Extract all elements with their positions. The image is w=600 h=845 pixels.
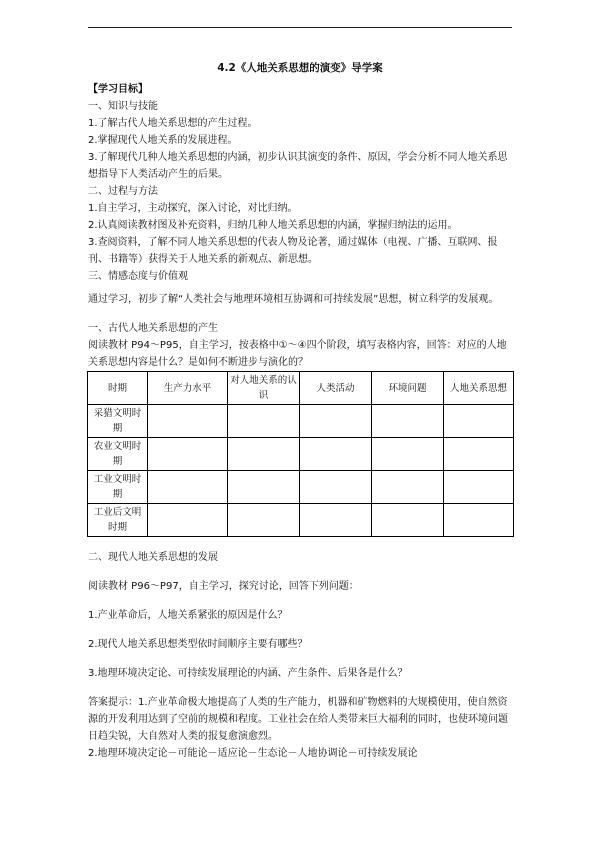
objective-item: 3.了解现代几种人地关系思想的内涵，初步认识其演变的条件、原因，学会分析不同人地关系思想指导下人类活动产生的后果。 — [88, 152, 508, 180]
answer-hint: 2.地理环境决定论－可能论－适应论－生态论－人地协调论－可持续发展论 — [88, 748, 418, 759]
period-cell: 采猎文明时期 — [88, 405, 148, 438]
question-item: 1.产业革命后，人地关系紧张的原因是什么？ — [88, 610, 288, 621]
blank-cell[interactable] — [372, 471, 444, 504]
blank-cell[interactable] — [148, 438, 228, 471]
blank-cell[interactable] — [444, 471, 514, 504]
blank-cell[interactable] — [372, 504, 444, 537]
table-header-cell: 人类活动 — [300, 372, 372, 405]
objective-item: 1.自主学习，主动探究，深入讨论，对比归纳。 — [88, 203, 298, 214]
blank-cell[interactable] — [300, 438, 372, 471]
blank-cell[interactable] — [148, 471, 228, 504]
blank-cell[interactable] — [148, 405, 228, 438]
document-title: 4.2《人地关系思想的演变》导学案 — [217, 62, 383, 74]
part2-instruction: 阅读教材 P96～P97，自主学习，探究讨论，回答下列问题： — [88, 581, 359, 592]
period-cell: 工业后文明时期 — [88, 504, 148, 537]
table-header-row — [88, 372, 514, 405]
objective-item: 2.掌握现代人地关系的发展进程。 — [88, 135, 238, 146]
blank-cell[interactable] — [228, 471, 300, 504]
stages-table — [87, 371, 514, 537]
part1-heading: 一、古代人地关系思想的产生 — [88, 323, 218, 334]
blank-cell[interactable] — [444, 405, 514, 438]
question-item: 3.地理环境决定论、可持续发展理论的内涵、产生条件、后果各是什么？ — [88, 668, 408, 679]
objectives-header: 【学习目标】 — [88, 84, 148, 95]
objective-item: 2.认真阅读教材图及补充资料，归纳几种人地关系思想的内涵，掌握归纳法的运用。 — [88, 220, 458, 231]
table-header-cell: 时期 — [88, 372, 148, 405]
period-cell: 工业文明时期 — [88, 471, 148, 504]
header-rule — [88, 27, 512, 28]
blank-cell[interactable] — [372, 405, 444, 438]
blank-cell[interactable] — [228, 504, 300, 537]
blank-cell[interactable] — [300, 405, 372, 438]
objective-item: 3.查阅资料，了解不同人地关系思想的代表人物及论著，通过媒体（电视、广播、互联网、报刊、书籍等）获得关于人地关系的新观点、新思想。 — [88, 237, 498, 265]
blank-cell[interactable] — [228, 438, 300, 471]
blank-cell[interactable] — [444, 504, 514, 537]
blank-cell[interactable] — [148, 504, 228, 537]
part2-heading: 二、现代人地关系思想的发展 — [88, 552, 218, 563]
table-row — [88, 504, 514, 537]
table-row — [88, 438, 514, 471]
document-page — [88, 60, 512, 762]
objective-item: 1.了解古代人地关系思想的产生过程。 — [88, 118, 258, 129]
blank-cell[interactable] — [444, 438, 514, 471]
section-heading: 二、过程与方法 — [88, 186, 158, 197]
table-row — [88, 405, 514, 438]
objective-item: 通过学习，初步了解“人类社会与地理环境相互协调和可持续发展”思想，树立科学的发展观。 — [88, 294, 499, 305]
answer-hint: 答案提示：1.产业革命极大地提高了人类的生产能力，机器和矿物燃料的大规模使用，使自然资源的开发利用达到了空前的规模和程度。工业社会在给人类带来巨大福利的同时，也使环境问题日趋尖锐，大自然对人类的报复愈演愈烈。 — [88, 697, 508, 742]
table-row — [88, 471, 514, 504]
blank-cell[interactable] — [372, 438, 444, 471]
blank-cell[interactable] — [300, 471, 372, 504]
blank-cell[interactable] — [300, 504, 372, 537]
period-cell: 农业文明时期 — [88, 438, 148, 471]
table-header-cell: 对人地关系的认识 — [228, 372, 300, 405]
table-header-cell: 人地关系思想 — [444, 372, 514, 405]
part1-instruction: 阅读教材 P94～P95，自主学习，按表格中①～④四个阶段，填写表格内容，回答：对应的人地关系思想内容是什么？是如何不断进步与演化的？ — [88, 340, 507, 368]
table-header-cell: 环境问题 — [372, 372, 444, 405]
table-header-cell: 生产力水平 — [148, 372, 228, 405]
section-heading: 三、情感态度与价值观 — [88, 271, 188, 282]
section-heading: 一、知识与技能 — [88, 101, 158, 112]
blank-cell[interactable] — [228, 405, 300, 438]
question-item: 2.现代人地关系思想类型依时间顺序主要有哪些？ — [88, 639, 308, 650]
